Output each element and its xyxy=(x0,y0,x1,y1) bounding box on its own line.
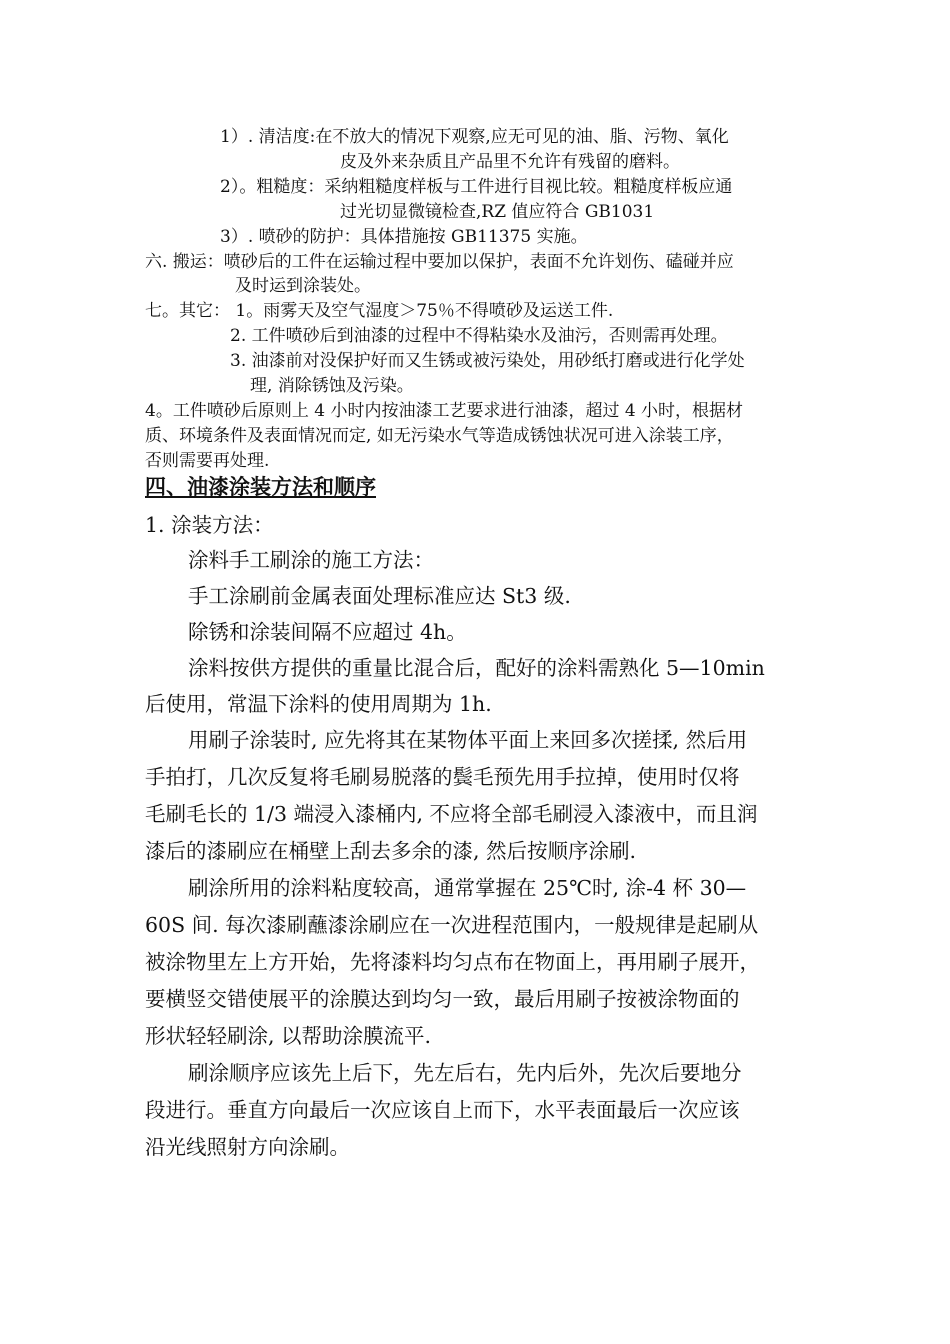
paragraph-5-line1: 用刷子涂装时, 应先将其在某物体平面上来回多次搓揉, 然后用 xyxy=(188,728,748,752)
item3: 3）. 喷砂的防护：具体措施按 GB11375 实施。 xyxy=(220,227,588,247)
section7-item3-line2: 理, 消除锈蚀及污染。 xyxy=(250,376,414,396)
section6-line2: 及时运到涂装处。 xyxy=(235,276,371,296)
paragraph-5-line3: 毛刷毛长的 1/3 端浸入漆桶内, 不应将全部毛刷浸入漆液中，而且润 xyxy=(145,802,758,826)
paragraph-6-line1: 刷涂所用的涂料粘度较高，通常掌握在 25℃时, 涂-4 杯 30— xyxy=(188,876,747,900)
item2-line2: 过光切显微镜检查,RZ 值应符合 GB1031 xyxy=(340,202,655,222)
item2-line1: 2）。粗糙度：采纳粗糙度样板与工件进行目视比较。粗糙度样板应通 xyxy=(220,177,733,197)
paragraph-7-line1: 刷涂顺序应该先上后下，先左后右，先内后外，先次后要地分 xyxy=(188,1061,742,1085)
paragraph-2: 手工涂刷前金属表面处理标准应达 St3 级. xyxy=(188,584,571,608)
paragraph-1: 涂料手工刷涂的施工方法： xyxy=(188,548,434,572)
subheading-coating-method: 1. 涂装方法： xyxy=(145,513,274,537)
paragraph-4-line1: 涂料按供方提供的重量比混合后，配好的涂料需熟化 5—10min xyxy=(188,656,765,680)
paragraph-6-line3: 被涂物里左上方开始，先将漆料均匀点布在物面上，再用刷子展开， xyxy=(145,950,760,974)
paragraph-7-line3: 沿光线照射方向涂刷。 xyxy=(145,1135,350,1159)
paragraph-6-line4: 要横竖交错使展平的涂膜达到均匀一致，最后用刷子按被涂物面的 xyxy=(145,987,740,1011)
paragraph-5-line4: 漆后的漆刷应在桶壁上刮去多余的漆, 然后按顺序涂刷. xyxy=(145,839,637,863)
paragraph-3: 除锈和涂装间隔不应超过 4h。 xyxy=(188,620,467,644)
item1-line1: 1）. 清洁度:在不放大的情况下观察,应无可见的油、脂、污物、氧化 xyxy=(220,127,729,147)
item1-line2: 皮及外来杂质且产品里不允许有残留的磨料。 xyxy=(340,152,680,172)
section7-item4-line3: 否则需要再处理. xyxy=(145,451,270,471)
section6-line1: 六. 搬运：喷砂后的工件在运输过程中要加以保护，表面不允许划伤、磕碰并应 xyxy=(145,252,734,272)
section7-item4-line2: 质、环境条件及表面情况而定, 如无污染水气等造成锈蚀状况可进入涂装工序， xyxy=(145,426,734,446)
section-heading: 四、油漆涂装方法和顺序 xyxy=(145,474,376,499)
paragraph-6-line5: 形状轻轻刷涂, 以帮助涂膜流平. xyxy=(145,1024,432,1048)
paragraph-5-line2: 手拍打，几次反复将毛刷易脱落的鬓毛预先用手拉掉，使用时仅将 xyxy=(145,765,740,789)
paragraph-7-line2: 段进行。垂直方向最后一次应该自上而下，水平表面最后一次应该 xyxy=(145,1098,740,1122)
paragraph-4-line2: 后使用，常温下涂料的使用周期为 1h. xyxy=(145,692,492,716)
section7-line1: 七。其它： 1。雨雾天及空气湿度＞75％不得喷砂及运送工件. xyxy=(145,301,614,321)
section7-item4-line1: 4。工件喷砂后原则上 4 小时内按油漆工艺要求进行油漆，超过 4 小时，根据材 xyxy=(145,401,744,421)
section7-item2: 2. 工件喷砂后到油漆的过程中不得粘染水及油污，否则需再处理。 xyxy=(230,326,728,346)
section7-item3-line1: 3. 油漆前对没保护好而又生锈或被污染处，用砂纸打磨或进行化学处 xyxy=(230,351,745,371)
paragraph-6-line2: 60S 间. 每次漆刷蘸漆涂刷应在一次进程范围内，一般规律是起刷从 xyxy=(145,913,759,937)
